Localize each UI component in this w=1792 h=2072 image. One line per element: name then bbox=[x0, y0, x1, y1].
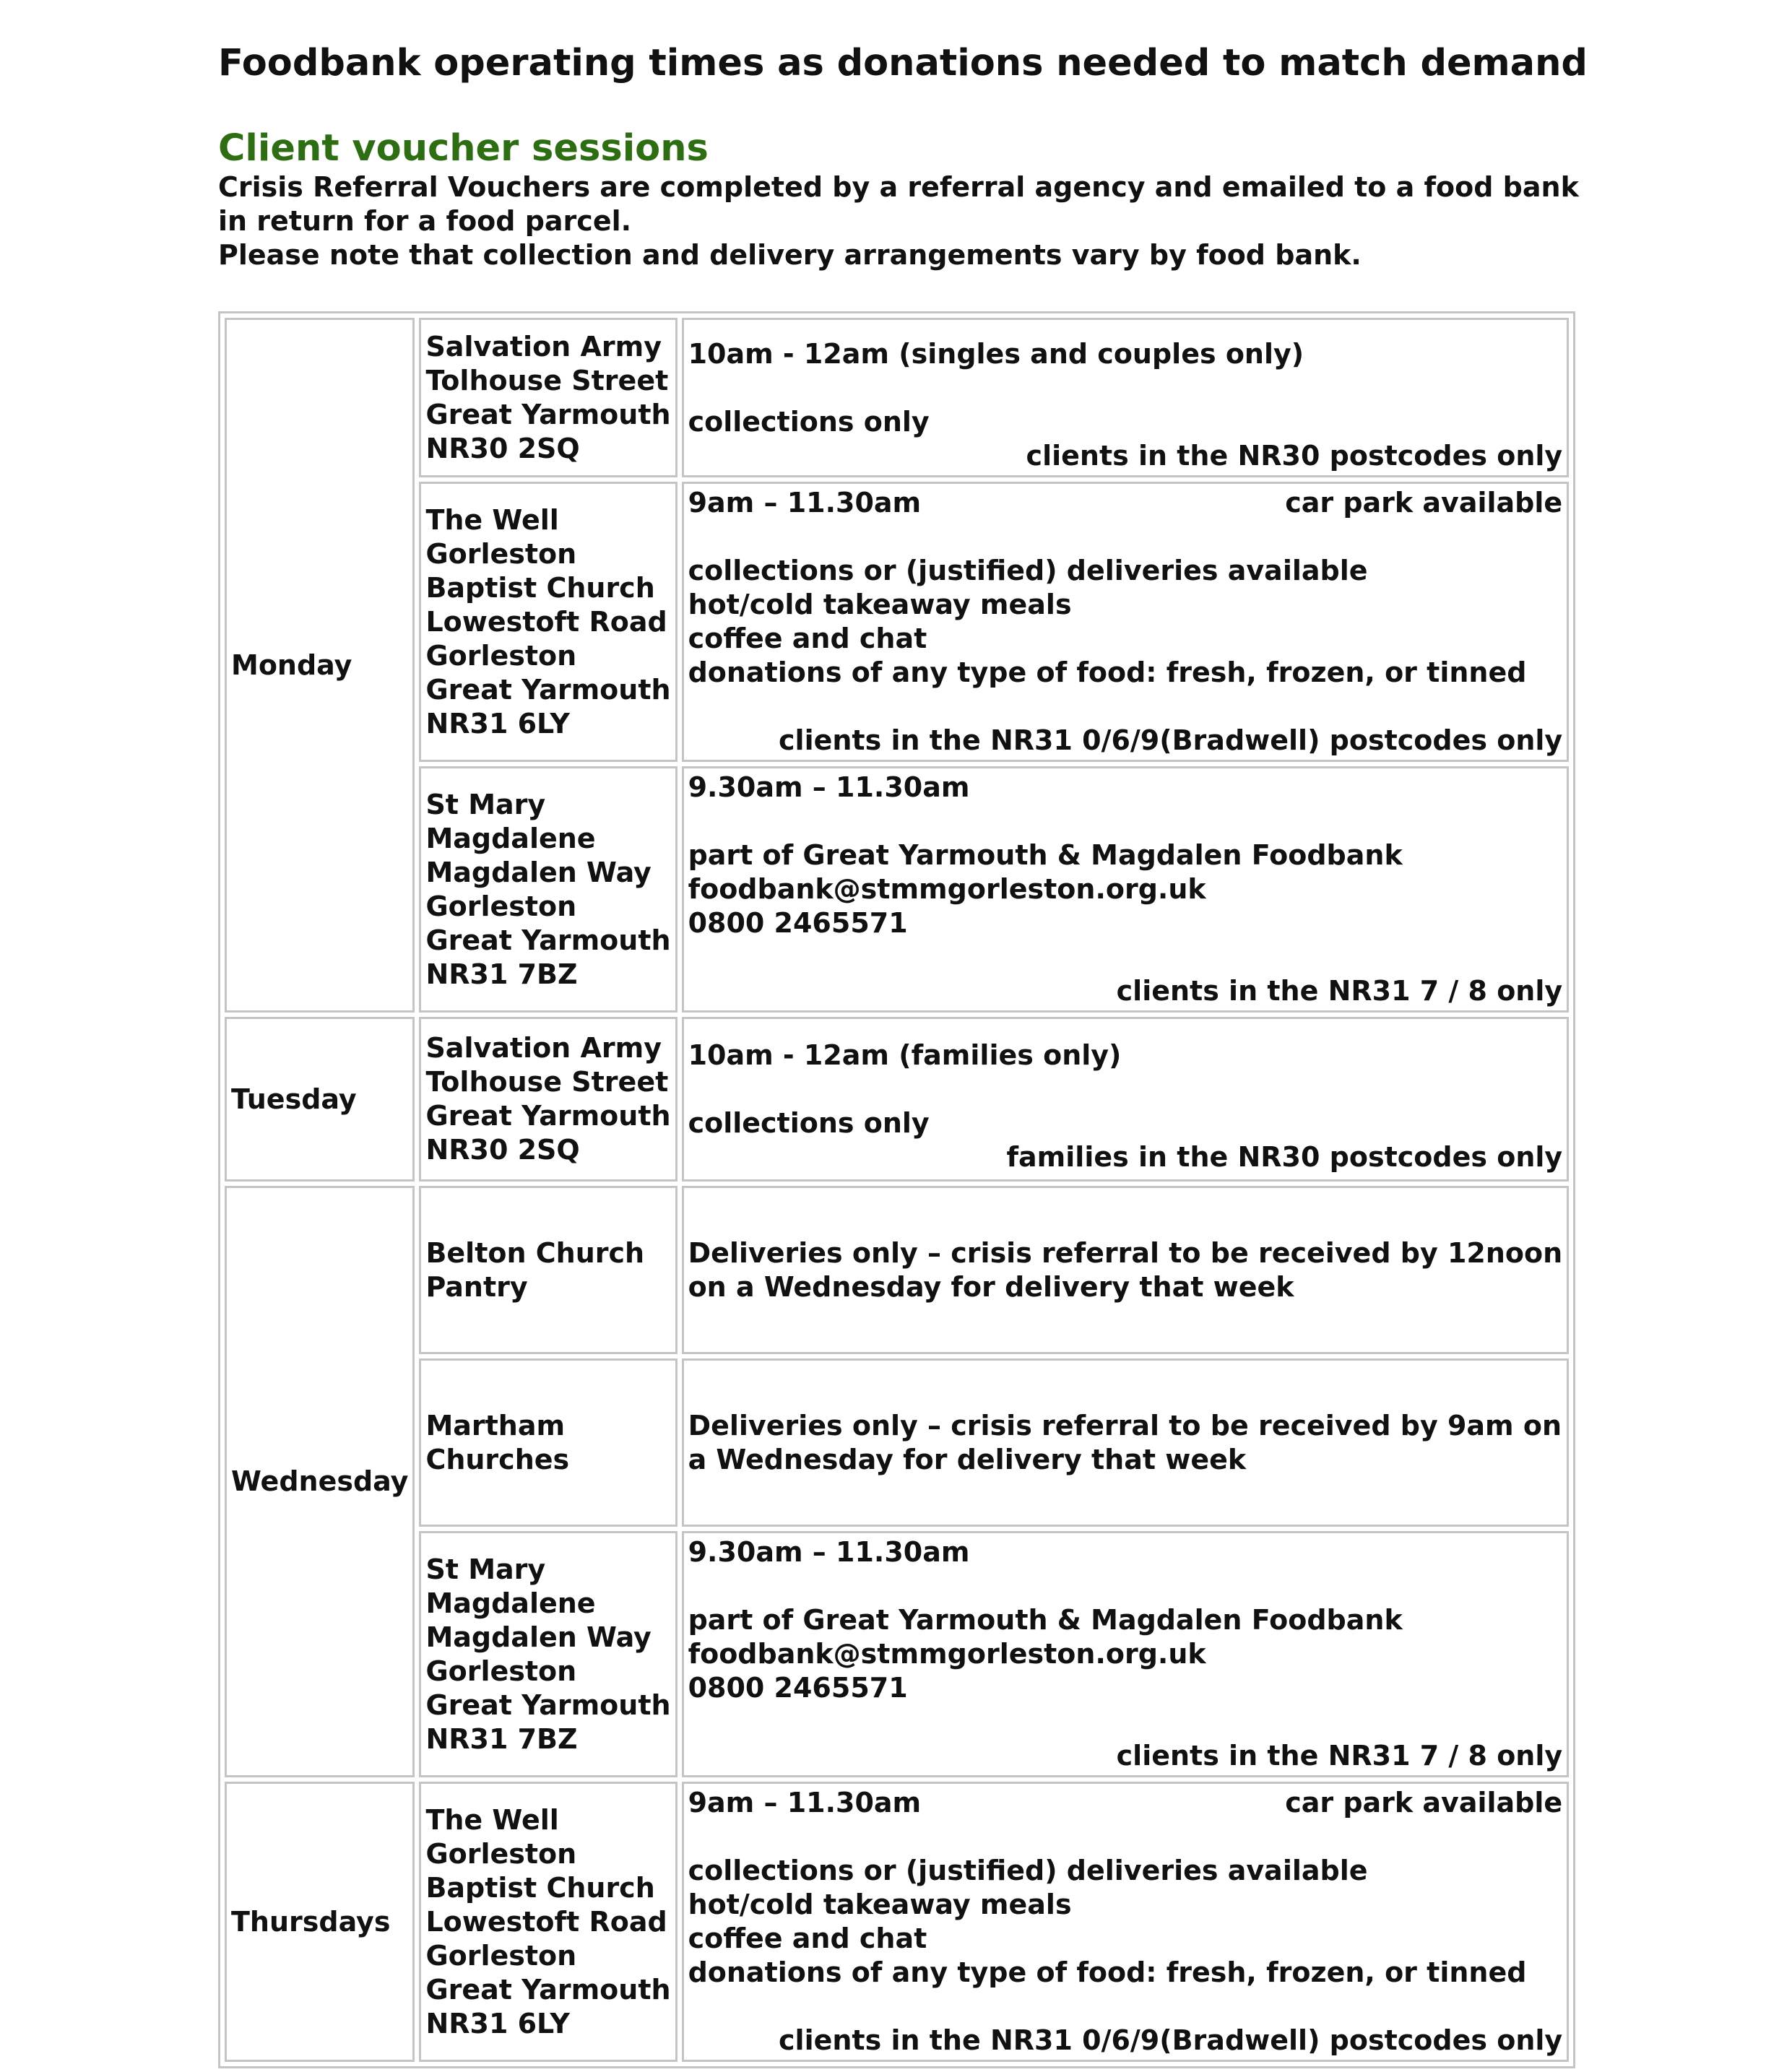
venue-cell bbox=[419, 1017, 677, 1182]
session-time: 10am - 12am (families only) bbox=[688, 1039, 1122, 1071]
venue-line: Tolhouse Street bbox=[425, 364, 669, 396]
session-note: collections or (justified) deliveries available bbox=[688, 555, 1368, 586]
details-cell bbox=[682, 482, 1570, 762]
venue-line: Lowestoft Road bbox=[425, 1905, 667, 1938]
venue-line: Great Yarmouth bbox=[425, 924, 671, 956]
venue-cell bbox=[419, 1782, 677, 2062]
table-row bbox=[225, 318, 1569, 477]
venue-line: Magdalene bbox=[425, 822, 596, 854]
venue-line: Magdalene bbox=[425, 1587, 596, 1619]
session-note: coffee and chat bbox=[688, 1923, 927, 1954]
venue-line: NR31 6LY bbox=[425, 707, 570, 740]
eligibility-note: clients in the NR31 7 / 8 only bbox=[1116, 975, 1563, 1007]
session-time: 9am – 11.30am bbox=[688, 487, 922, 519]
session-time-row bbox=[688, 486, 1563, 520]
venue-line: Great Yarmouth bbox=[425, 398, 671, 430]
session-note: part of Great Yarmouth & Magdalen Foodbank bbox=[688, 839, 1403, 871]
session-note: on a Wednesday for delivery that week bbox=[688, 1270, 1294, 1303]
venue-line: The Well bbox=[425, 1803, 559, 1836]
table-row bbox=[225, 1017, 1569, 1182]
parking-note: car park available bbox=[1285, 487, 1563, 519]
eligibility-note: clients in the NR30 postcodes only bbox=[1026, 439, 1563, 472]
session-note: donations of any type of food: fresh, frozen, or tinned bbox=[688, 656, 1527, 688]
table-row bbox=[225, 482, 1569, 762]
contact-phone[interactable]: 0800 2465571 bbox=[688, 907, 908, 939]
intro-note: Please note that collection and delivery arrangements vary by food bank. bbox=[218, 239, 1362, 271]
venue-line: Gorleston bbox=[425, 639, 577, 672]
intro-paragraph: Crisis Referral Vouchers are completed by a referral agency and emailed to a food bank in return for a food parcel. bbox=[218, 171, 1579, 237]
intro-text bbox=[218, 170, 1590, 272]
session-time: 9.30am – 11.30am bbox=[688, 1536, 970, 1568]
venue-line: Great Yarmouth bbox=[425, 1973, 671, 2006]
eligibility-note: clients in the NR31 7 / 8 only bbox=[1116, 1740, 1563, 1772]
venue-line: Great Yarmouth bbox=[425, 673, 671, 706]
eligibility-note: clients in the NR31 0/6/9(Bradwell) postcodes only bbox=[779, 724, 1563, 756]
session-note: hot/cold takeaway meals bbox=[688, 589, 1072, 620]
venue-line: Salvation Army bbox=[425, 330, 662, 363]
venue-line: St Mary bbox=[425, 788, 546, 820]
venue-line: Gorleston bbox=[425, 537, 577, 570]
venue-line: The Well bbox=[425, 503, 559, 536]
venue-line: Great Yarmouth bbox=[425, 1100, 671, 1132]
table-row bbox=[225, 1358, 1569, 1527]
details-cell bbox=[682, 1531, 1570, 1777]
session-time: 9.30am – 11.30am bbox=[688, 771, 970, 803]
table-row bbox=[225, 766, 1569, 1013]
session-note: collections or (justified) deliveries available bbox=[688, 1855, 1368, 1886]
venue-line: St Mary bbox=[425, 1553, 546, 1585]
details-cell bbox=[682, 1782, 1570, 2062]
venue-line: Lowestoft Road bbox=[425, 605, 667, 638]
venue-line: Baptist Church bbox=[425, 571, 655, 604]
venue-line: Pantry bbox=[425, 1270, 528, 1303]
contact-phone[interactable]: 0800 2465571 bbox=[688, 1672, 908, 1704]
page-title: Foodbank operating times as donations needed to match demand bbox=[218, 42, 1588, 84]
table-row bbox=[225, 1782, 1569, 2062]
table-row bbox=[225, 1186, 1569, 1354]
session-note: Deliveries only – crisis referral to be received by 12noon bbox=[688, 1236, 1563, 1269]
venue-line: Gorleston bbox=[425, 1939, 577, 1972]
session-note: Deliveries only – crisis referral to be received by 9am on bbox=[688, 1409, 1562, 1442]
details-cell bbox=[682, 766, 1570, 1013]
eligibility-note: clients in the NR31 0/6/9(Bradwell) postcodes only bbox=[779, 2024, 1563, 2056]
session-note: donations of any type of food: fresh, frozen, or tinned bbox=[688, 1956, 1527, 1988]
venue-line: Martham bbox=[425, 1409, 566, 1442]
venue-line: NR31 7BZ bbox=[425, 958, 578, 990]
venue-line: Salvation Army bbox=[425, 1032, 662, 1064]
venue-line: Churches bbox=[425, 1443, 570, 1475]
table-row bbox=[225, 1531, 1569, 1777]
session-note: collections only bbox=[688, 405, 930, 438]
venue-line: Magdalen Way bbox=[425, 1621, 652, 1653]
day-cell-wednesday: Wednesday bbox=[225, 1186, 415, 1777]
session-note: part of Great Yarmouth & Magdalen Foodbank bbox=[688, 1604, 1403, 1636]
venue-line: Baptist Church bbox=[425, 1871, 655, 1904]
venue-line: Great Yarmouth bbox=[425, 1689, 671, 1721]
venue-line: NR31 6LY bbox=[425, 2007, 570, 2040]
venue-line: NR30 2SQ bbox=[425, 1134, 580, 1166]
venue-line: Belton Church bbox=[425, 1236, 645, 1269]
session-note: a Wednesday for delivery that week bbox=[688, 1443, 1247, 1475]
details-cell bbox=[682, 1017, 1570, 1182]
venue-cell bbox=[419, 1531, 677, 1777]
contact-email[interactable]: foodbank@stmmgorleston.org.uk bbox=[688, 873, 1206, 905]
details-cell bbox=[682, 1358, 1570, 1527]
session-time: 10am - 12am (singles and couples only) bbox=[688, 337, 1304, 370]
venue-cell bbox=[419, 1358, 677, 1527]
day-cell-thursday: Thursdays bbox=[225, 1782, 415, 2062]
details-cell bbox=[682, 318, 1570, 477]
venue-cell bbox=[419, 482, 677, 762]
venue-line: Gorleston bbox=[425, 890, 577, 922]
contact-email[interactable]: foodbank@stmmgorleston.org.uk bbox=[688, 1638, 1206, 1670]
details-cell bbox=[682, 1186, 1570, 1354]
venue-line: Gorleston bbox=[425, 1837, 577, 1870]
schedule-table bbox=[218, 311, 1575, 2068]
day-cell-tuesday: Tuesday bbox=[225, 1017, 415, 1182]
day-cell-monday: Monday bbox=[225, 318, 415, 1013]
session-note: hot/cold takeaway meals bbox=[688, 1889, 1072, 1920]
session-time: 9am – 11.30am bbox=[688, 1787, 922, 1819]
venue-line: Tolhouse Street bbox=[425, 1066, 669, 1098]
venue-line: NR31 7BZ bbox=[425, 1722, 578, 1755]
venue-line: Magdalen Way bbox=[425, 856, 652, 888]
eligibility-note: families in the NR30 postcodes only bbox=[1006, 1141, 1563, 1173]
venue-line: Gorleston bbox=[425, 1655, 577, 1687]
section-title: Client voucher sessions bbox=[218, 127, 709, 170]
parking-note: car park available bbox=[1285, 1787, 1563, 1819]
session-note: coffee and chat bbox=[688, 623, 927, 654]
venue-cell bbox=[419, 1186, 677, 1354]
venue-cell bbox=[419, 766, 677, 1013]
venue-cell bbox=[419, 318, 677, 477]
session-time-row bbox=[688, 1786, 1563, 1820]
session-note: collections only bbox=[688, 1107, 930, 1139]
venue-line: NR30 2SQ bbox=[425, 432, 580, 464]
